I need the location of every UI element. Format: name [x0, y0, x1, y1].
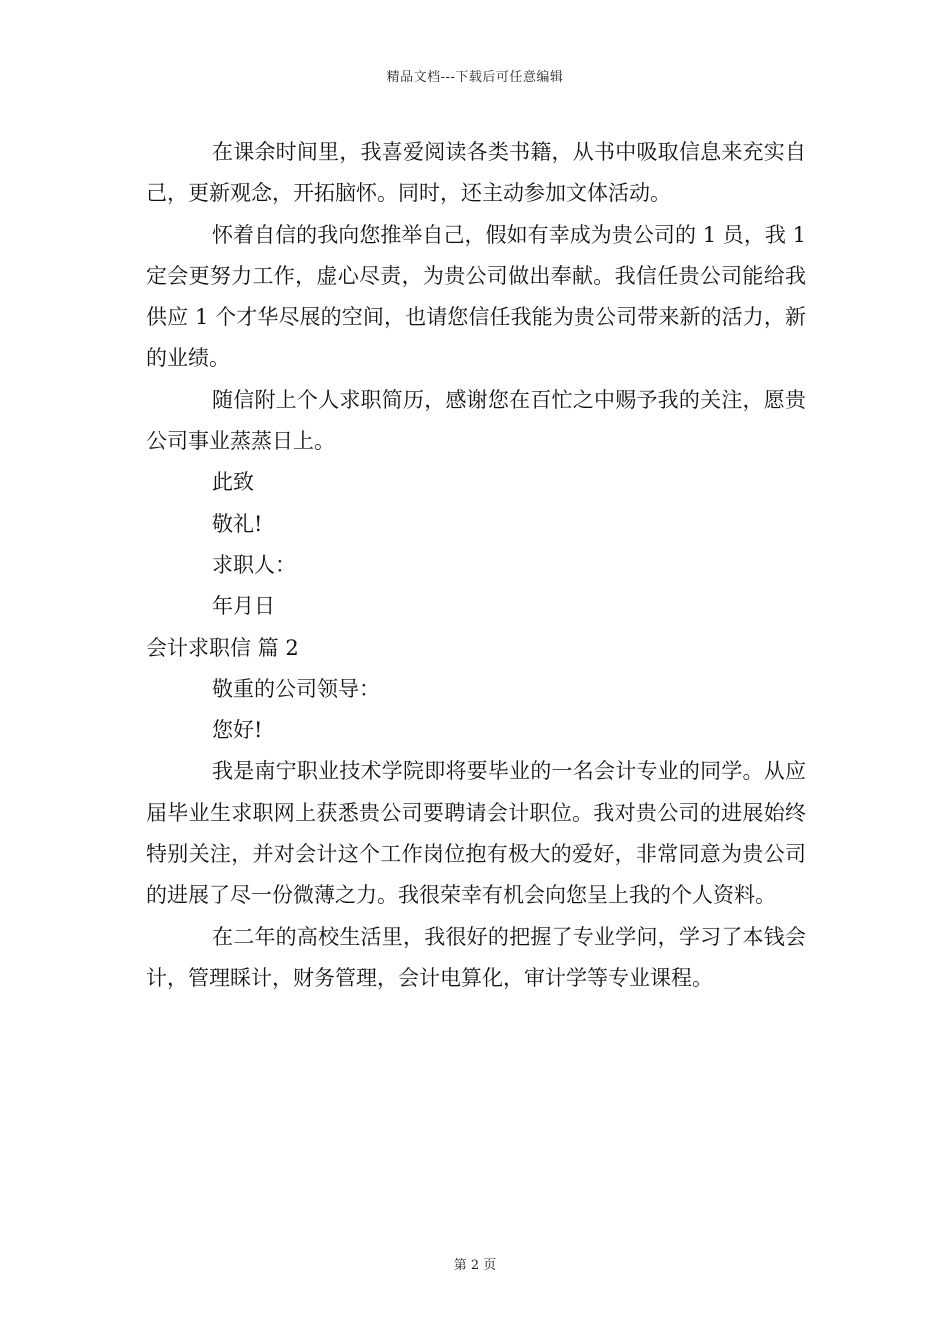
page-number: 第 2 页: [453, 1258, 497, 1273]
letter-hello: 您好!: [212, 718, 263, 743]
page-header: 精品文档---下载后可任意编辑: [386, 70, 564, 85]
document-body: [146, 132, 806, 999]
signature-applicant: 求职人：: [212, 552, 296, 577]
paragraph-studies: 在二年的高校生活里，我很好的把握了专业学问，学习了本钱会计，管理睬计，财务管理，会计电算化，审计学等专业课程。: [146, 924, 806, 990]
signature-date: 年月日: [212, 594, 275, 619]
closing-regards: 敬礼!: [212, 511, 263, 536]
paragraph-attached-resume: 随信附上个人求职简历，感谢您在百忙之中赐予我的关注，愿贵公司事业蒸蒸日上。: [146, 387, 806, 454]
paragraph-reading: 在课余时间里，我喜爱阅读各类书籍，从书中吸取信息来充实自己，更新观念，开拓脑怀。同时，还主动参加文体活动。: [146, 140, 806, 206]
paragraph-self-recommendation: 怀着自信的我向您推举自己，假如有幸成为贵公司的 1 员，我 1 定会更努力工作，虚心尽责，为贵公司做出奉献。我信任贵公司能给我供应 1 个才华尽展的空间，也请您信任我能为贵公司带来新的活力，新的业绩。: [146, 222, 806, 371]
section-heading: 会计求职信 篇 2: [146, 635, 299, 660]
letter-greeting: 敬重的公司领导：: [212, 676, 380, 701]
closing-salutation: 此致: [212, 470, 254, 495]
paragraph-introduction: 我是南宁职业技术学院即将要毕业的一名会计专业的同学。从应届毕业生求职网上获悉贵公司要聘请会计职位。我对贵公司的进展始终特别关注，并对会计这个工作岗位抱有极大的爱好，非常同意为贵公司的进展了尽一份微薄之力。我很荣幸有机会向您呈上我的个人资料。: [146, 759, 806, 908]
